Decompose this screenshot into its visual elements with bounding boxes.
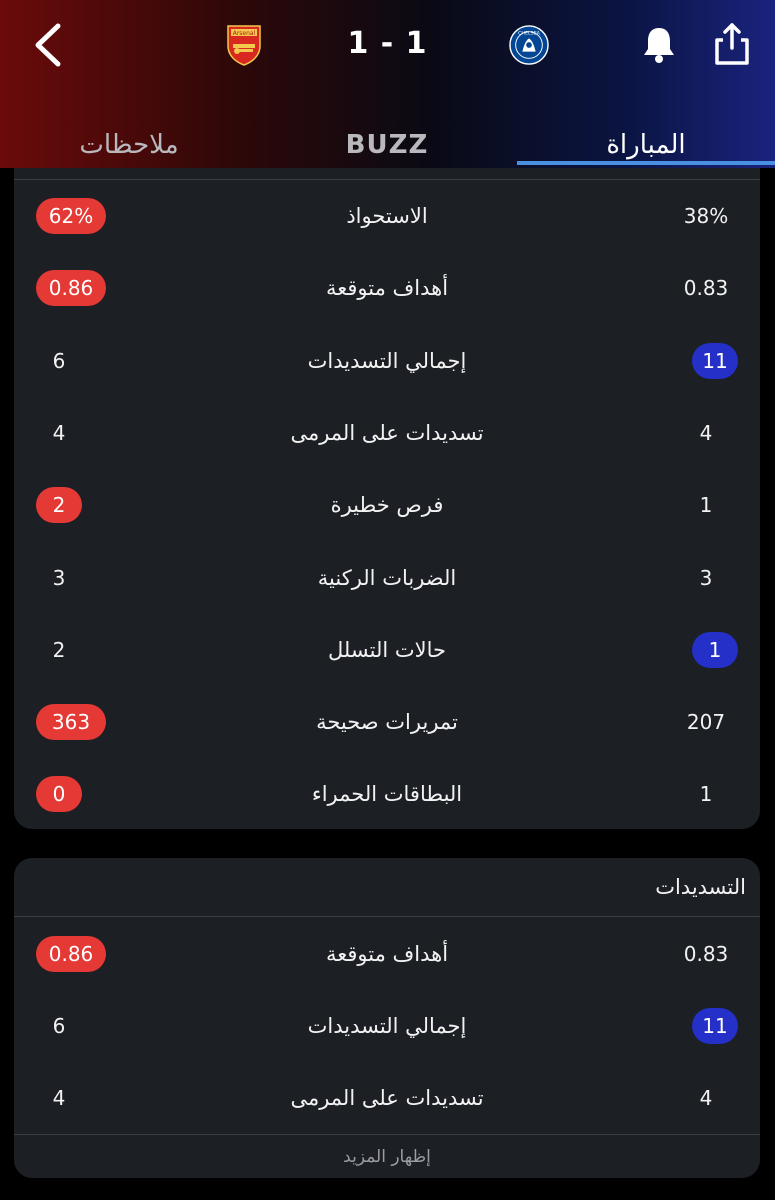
stat-label: البطاقات الحمراء <box>311 782 463 807</box>
shots-stats-card <box>14 858 760 1178</box>
stat-label: الضربات الركنية <box>317 565 457 590</box>
stat-row <box>14 542 760 614</box>
away-value: 4 <box>699 1086 713 1110</box>
home-value: 3 <box>52 565 66 590</box>
card-divider <box>14 916 760 917</box>
home-value-badge: 2 <box>36 487 82 523</box>
home-value: 6 <box>52 348 66 373</box>
away-value: 1 <box>699 493 713 518</box>
stat-row <box>14 758 760 829</box>
stat-label: فرص خطيرة <box>330 493 444 518</box>
stat-label: تسديدات على المرمى <box>290 420 484 445</box>
arsenal-crest-text: Arsenal <box>232 30 256 37</box>
bell-icon <box>640 24 678 64</box>
stat-row <box>14 990 760 1062</box>
arsenal-crest-icon <box>224 24 264 66</box>
away-value: 1 <box>699 782 713 807</box>
home-value-badge: 0 <box>36 776 82 812</box>
home-value-badge: 363 <box>36 704 106 740</box>
stat-row <box>14 325 760 397</box>
away-value: 4 <box>699 420 713 445</box>
away-value: 3 <box>699 565 713 590</box>
share-button[interactable] <box>712 22 752 66</box>
card-divider <box>14 1134 760 1135</box>
away-value-badge: 11 <box>692 1008 738 1044</box>
chevron-left-icon <box>28 22 68 68</box>
general-stats-card <box>14 168 760 829</box>
tab-buzz[interactable]: BUZZ <box>345 130 429 160</box>
away-value: 0.83 <box>683 942 729 966</box>
away-value: 38% <box>683 204 729 228</box>
stat-row <box>14 397 760 469</box>
stat-label: تمريرات صحيحة <box>316 710 458 735</box>
home-value: 6 <box>52 1014 66 1038</box>
away-value-badge: 11 <box>692 343 738 379</box>
home-value: 4 <box>52 420 66 445</box>
stat-label: أهداف متوقعة <box>325 942 449 966</box>
home-value-badge: 0.86 <box>36 270 106 306</box>
show-more-button[interactable]: إظهار المزيد <box>343 1147 431 1167</box>
stat-row <box>14 469 760 541</box>
home-value: 2 <box>52 637 66 662</box>
stat-row <box>14 686 760 758</box>
home-value-badge: 62% <box>36 198 106 234</box>
tab-notes[interactable]: ملاحظات <box>79 130 179 160</box>
stat-row <box>14 180 760 252</box>
chelsea-crest-text: CHELSEA <box>518 31 540 37</box>
chelsea-crest-icon <box>509 24 549 66</box>
stat-label: حالات التسلل <box>328 637 446 662</box>
active-tab-indicator <box>517 161 775 165</box>
stat-row <box>14 918 760 990</box>
away-value: 0.83 <box>683 276 729 301</box>
share-icon <box>712 22 752 66</box>
stat-label: الاستحواذ <box>346 204 428 228</box>
stat-row <box>14 614 760 686</box>
stat-row <box>14 252 760 324</box>
home-value: 4 <box>52 1086 66 1110</box>
stat-label: إجمالي التسديدات <box>307 1014 467 1038</box>
tab-match[interactable]: المباراة <box>606 130 686 160</box>
section-title: التسديدات <box>655 875 746 899</box>
away-value-badge: 1 <box>692 632 738 668</box>
stat-label: إجمالي التسديدات <box>307 348 467 373</box>
stat-label: أهداف متوقعة <box>325 276 449 301</box>
stat-row <box>14 1062 760 1134</box>
notification-bell-button[interactable] <box>640 24 678 64</box>
back-button[interactable] <box>28 22 68 68</box>
home-value-badge: 0.86 <box>36 936 106 972</box>
away-value: 207 <box>686 710 726 735</box>
stat-label: تسديدات على المرمى <box>290 1086 484 1110</box>
match-score: 1 - 1 <box>347 26 428 61</box>
match-header <box>0 0 775 168</box>
